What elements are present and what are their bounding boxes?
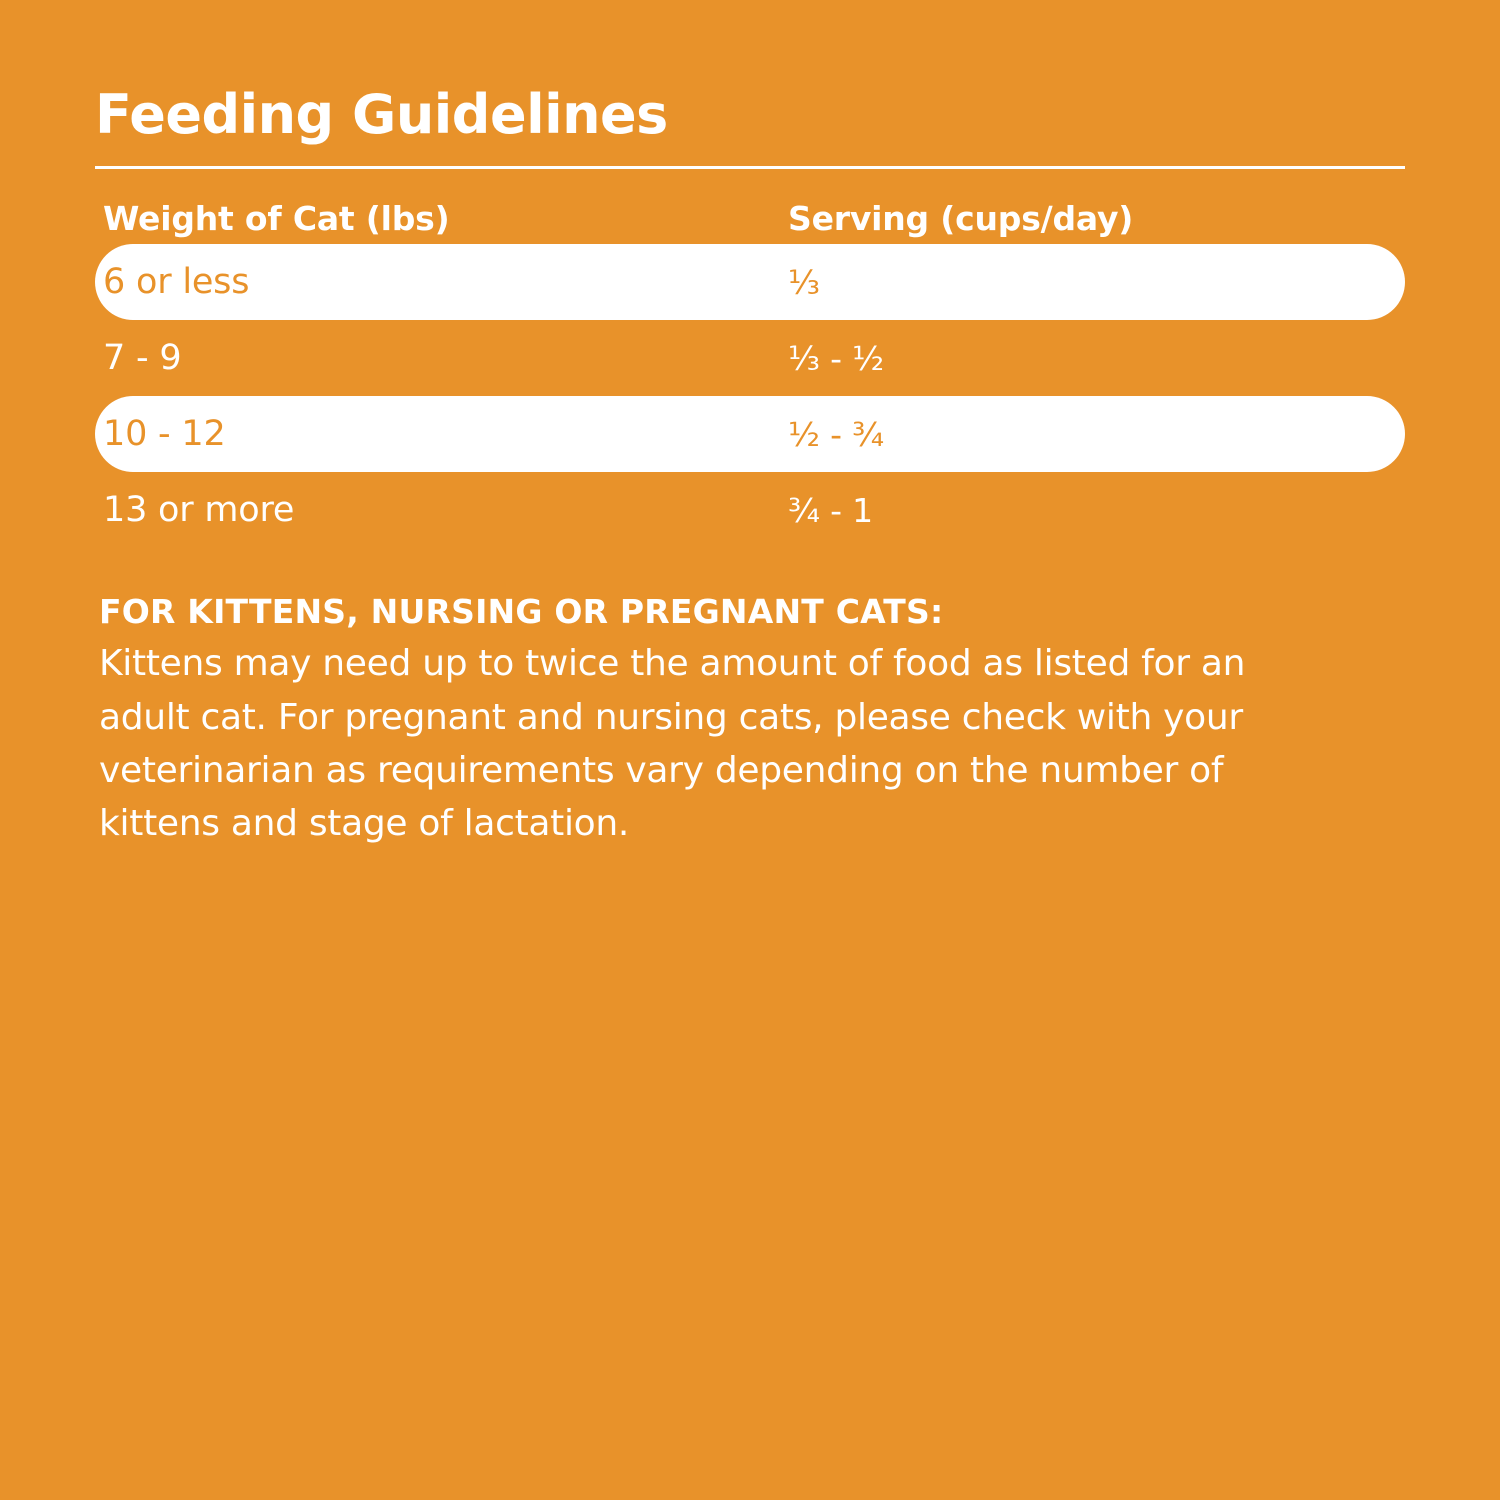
column-header-weight: Weight of Cat (lbs) (103, 199, 450, 239)
kitten-notes-body: Kittens may need up to twice the amount of food as listed for an adult cat. For pregnant and nursing cats, please check with your veterinarian as requirements vary depending on the number of kittens and stage of lactation. (99, 643, 1246, 845)
kitten-notes-heading: FOR KITTENS, NURSING OR PREGNANT CATS: (99, 592, 944, 632)
title-divider (95, 166, 1405, 169)
table-row (95, 244, 1405, 320)
column-header-serving: Serving (cups/day) (788, 199, 1134, 239)
kitten-notes (95, 592, 1335, 850)
cell-serving: ¾ - 1 (788, 490, 873, 530)
cell-serving: ⅓ (788, 262, 820, 302)
cell-serving: ½ - ¾ (788, 414, 884, 454)
cell-serving: ⅓ - ½ (788, 338, 884, 378)
table-row (95, 320, 1405, 396)
cell-weight: 7 - 9 (103, 338, 182, 379)
feeding-table (95, 199, 1405, 548)
cell-weight: 13 or more (103, 490, 295, 531)
table-row (95, 396, 1405, 472)
table-header-row (95, 199, 1405, 244)
cell-weight: 6 or less (103, 262, 250, 303)
table-row (95, 472, 1405, 548)
cell-weight: 10 - 12 (103, 414, 226, 455)
page-title: Feeding Guidelines (95, 83, 668, 146)
